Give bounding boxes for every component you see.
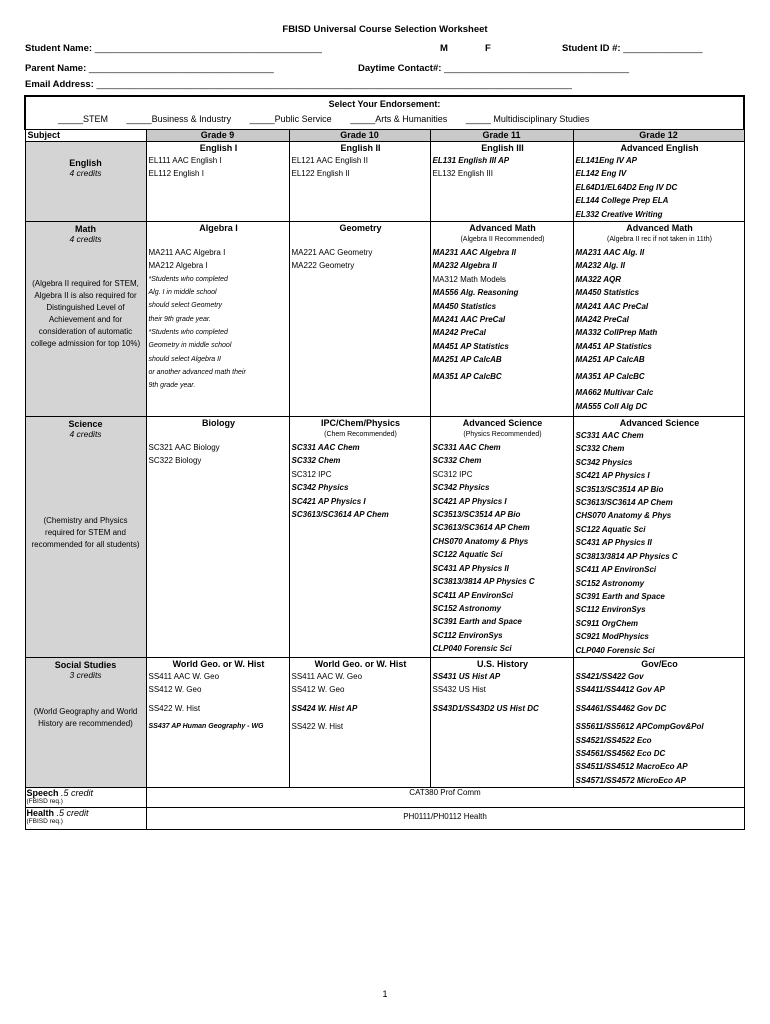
cell-heading: Algebra I — [199, 223, 238, 234]
course-option[interactable]: SC331 AAC Chem — [575, 431, 644, 441]
social-grade-12-cell — [573, 657, 744, 787]
course-option[interactable]: SC332 Chem — [432, 456, 482, 466]
course-option[interactable]: MA555 Coll Alg DC — [575, 401, 648, 411]
course-option[interactable]: MA242 PreCal — [575, 315, 629, 325]
math-grade-11-cell — [430, 222, 573, 417]
subject-credits: 4 credits — [69, 234, 102, 245]
course-option[interactable]: EL131 English III AP — [432, 156, 510, 165]
subject-math — [25, 222, 146, 417]
cell-subheading: (Physics Recommended) — [463, 431, 542, 439]
course-option[interactable]: SC431 AP Physics II — [575, 538, 652, 548]
course-option[interactable]: SC921 ModPhysics — [575, 632, 649, 642]
email-field[interactable] — [25, 79, 572, 90]
course-option[interactable]: SS432 US Hist — [432, 685, 486, 695]
course-option[interactable]: MA212 Algebra I — [148, 261, 208, 271]
subject-health — [25, 808, 146, 830]
note-line: 9th grade year. — [148, 382, 196, 390]
course-option[interactable]: MA222 Geometry — [291, 261, 355, 271]
course-option[interactable]: CAT380 Prof Comm — [409, 788, 481, 798]
course-option[interactable]: SC3813/3814 AP Physics C — [575, 551, 678, 561]
course-option[interactable]: SC122 Aquatic Sci — [432, 550, 503, 560]
social-grade-9-cell — [146, 657, 289, 787]
cell-heading: English III — [481, 143, 524, 153]
course-option[interactable]: SC152 Astronomy — [575, 578, 645, 588]
student-name-field[interactable] — [25, 43, 322, 54]
course-option[interactable]: MA451 AP Statistics — [432, 341, 509, 351]
course-option[interactable]: SS43D1/SS43D2 US Hist DC — [432, 703, 539, 713]
parent-name-label: Parent Name: — [25, 63, 87, 74]
page-number: 1 — [382, 989, 388, 999]
course-option[interactable]: MA322 AQR — [575, 274, 621, 284]
cell-heading: Advanced Math — [469, 223, 536, 234]
endorsement-option-multidisciplinary[interactable]: _____ Multidisciplinary Studies — [465, 114, 590, 124]
course-option[interactable]: SC421 AP Physics I — [432, 496, 507, 506]
subject-note: (Chemistry and Physics required for STEM and recommended for all students) — [31, 516, 140, 550]
daytime-contact-label: Daytime Contact#: — [358, 63, 442, 74]
student-name-line[interactable]: ___________________________________________ — [94, 43, 322, 54]
course-option[interactable]: SC312 IPC — [291, 469, 332, 479]
course-option[interactable]: MA232 Algebra II — [432, 261, 497, 271]
course-option[interactable]: SC331 AAC Chem — [432, 443, 501, 453]
note-line: their 9th grade year. — [148, 315, 211, 323]
social-studies-row — [25, 657, 744, 787]
course-option[interactable]: EL142 Eng IV — [575, 169, 627, 179]
cell-heading: Advanced Science — [462, 418, 543, 429]
subject-credits: 4 credits — [69, 429, 102, 440]
course-option[interactable]: SS411 AAC W. Geo — [291, 671, 363, 681]
course-option[interactable]: SC152 Astronomy — [432, 603, 502, 613]
course-option[interactable]: MA231 AAC Alg. II — [575, 248, 645, 258]
subject-name: Health — [26, 808, 55, 819]
cell-heading: English I — [199, 143, 238, 153]
course-option[interactable]: SC3613/SC3614 AP Chem — [291, 510, 389, 520]
course-option[interactable]: CHS070 Anatomy & Phys — [575, 511, 672, 521]
course-option[interactable]: MA450 Statistics — [432, 301, 497, 311]
course-option[interactable]: SS412 W. Geo — [148, 685, 202, 695]
math-grade-12-cell — [573, 222, 744, 417]
daytime-contact-field[interactable] — [358, 63, 629, 74]
course-option[interactable]: SS4411/SS4412 Gov AP — [575, 685, 665, 695]
cell-heading: World Geo. or W. Hist — [172, 658, 265, 669]
cell-heading: English II — [340, 143, 381, 153]
note-line: *Students who completed — [148, 329, 228, 337]
course-option[interactable]: SC112 EnvironSys — [432, 630, 503, 640]
course-option[interactable]: SS411 AAC W. Geo — [148, 671, 220, 681]
note-line: should select Geometry — [148, 302, 223, 310]
course-option[interactable]: MA251 AP CalcAB — [575, 355, 645, 365]
course-option[interactable]: SC312 IPC — [432, 469, 473, 479]
course-option[interactable]: EL121 AAC English II — [291, 156, 368, 165]
course-option[interactable]: SC3813/3814 AP Physics C — [432, 577, 535, 587]
note-line: should select Algebra II — [148, 355, 222, 363]
subject-note: (World Geography and World History are recommended) — [33, 706, 138, 728]
course-option[interactable]: SC3513/SC3514 AP Bio — [575, 484, 664, 494]
column-header-row — [25, 130, 744, 142]
column-header-grade-10: Grade 10 — [289, 130, 430, 142]
cell-subheading: (Algebra II Recommended) — [460, 236, 545, 244]
course-option[interactable]: MA232 Alg. II — [575, 261, 625, 271]
speech-row — [25, 788, 744, 808]
course-option[interactable]: SC332 Chem — [291, 456, 341, 466]
subject-credits: .5 credit — [61, 788, 94, 799]
course-option[interactable]: SS424 W. Hist AP — [291, 703, 358, 713]
course-option[interactable]: SS4461/SS4462 Gov DC — [575, 703, 667, 713]
course-option[interactable]: SC322 Biology — [148, 456, 202, 466]
cell-heading: Advanced Math — [626, 223, 693, 234]
english-grade-11-cell — [430, 142, 573, 222]
cell-heading: U.S. History — [476, 658, 528, 669]
english-row — [25, 142, 744, 222]
course-option[interactable]: SC332 Chem — [575, 444, 625, 454]
speech-course-cell — [146, 788, 744, 808]
course-option[interactable]: PH0111/PH0112 Health — [403, 812, 487, 822]
requirement-note: (FBISD req.) — [26, 798, 63, 806]
email-line[interactable]: __________________________________________________________________________________________ — [96, 79, 572, 90]
subject-credits: 4 credits — [69, 168, 102, 178]
science-row — [25, 417, 744, 658]
cell-heading: World Geo. or W. Hist — [314, 658, 407, 669]
course-option[interactable]: SC112 EnvironSys — [575, 605, 646, 615]
course-option[interactable]: MA451 AP Statistics — [575, 341, 652, 351]
course-option[interactable]: SS4571/SS4572 MicroEco AP — [575, 775, 686, 785]
course-option[interactable]: SC391 Earth and Space — [432, 617, 522, 627]
course-option[interactable]: MA251 AP CalcAB — [432, 355, 502, 365]
english-grade-12-cell — [573, 142, 744, 222]
social-grade-10-cell — [289, 657, 430, 787]
course-option[interactable]: EL132 English III — [432, 169, 493, 179]
cell-heading: Advanced Science — [619, 418, 700, 429]
subject-name: Math — [75, 224, 96, 235]
course-option[interactable]: SC911 OrgChem — [575, 618, 639, 628]
course-selection-table — [24, 95, 745, 830]
course-option[interactable]: SC321 AAC Biology — [148, 443, 220, 453]
course-option[interactable]: MA241 AAC PreCal — [575, 301, 649, 311]
course-option[interactable]: EL111 AAC English I — [148, 156, 222, 165]
course-option[interactable]: SS4511/SS4512 MacroEco AP — [575, 762, 688, 772]
subject-social-studies — [25, 657, 146, 787]
note-line: or another advanced math their — [148, 368, 246, 376]
course-option[interactable]: CLP040 Forensic Sci — [432, 644, 512, 654]
course-option[interactable]: SC342 Physics — [291, 483, 349, 493]
course-option[interactable]: SC421 AP Physics I — [575, 471, 650, 481]
course-option[interactable]: EL112 English I — [148, 169, 204, 179]
cell-heading: IPC/Chem/Physics — [320, 418, 401, 429]
science-grade-12-cell — [573, 417, 744, 658]
course-option[interactable]: SC391 Earth and Space — [575, 591, 665, 601]
cell-heading: Advanced English — [620, 143, 699, 153]
student-id-label: Student ID #: — [562, 43, 621, 54]
column-header-grade-11: Grade 11 — [430, 130, 573, 142]
student-id-line[interactable]: _______________ — [623, 43, 703, 54]
course-option[interactable]: SS431 US Hist AP — [432, 671, 501, 681]
math-grade-9-cell — [146, 222, 289, 417]
endorsement-option-business[interactable]: _____Business & Industry — [126, 114, 232, 124]
science-grade-11-cell — [430, 417, 573, 658]
note-line: *Students who completed — [148, 275, 228, 283]
subject-english — [25, 142, 146, 222]
subject-name: English — [69, 158, 102, 168]
course-option[interactable]: MA242 PreCal — [432, 328, 486, 338]
math-grade-10-cell — [289, 222, 430, 417]
endorsement-option-stem[interactable]: _____STEM — [58, 114, 109, 124]
course-option[interactable]: SC3613/SC3614 AP Chem — [575, 498, 673, 508]
subject-note: (Algebra II required for STEM, Algebra II is also required for Distinguished Level of Achievement and for consideration of automatic college admission for top 10%) — [30, 279, 141, 349]
parent-name-line[interactable]: ___________________________________ — [88, 63, 274, 74]
course-option[interactable]: EL141Eng IV AP — [575, 156, 637, 165]
course-option[interactable]: MA662 Multivar Calc — [575, 388, 654, 398]
course-option[interactable]: SC122 Aquatic Sci — [575, 524, 646, 534]
science-grade-9-cell — [146, 417, 289, 658]
course-option[interactable]: EL122 English II — [291, 169, 350, 179]
cell-heading: Biology — [202, 418, 235, 429]
subject-name: Speech — [26, 788, 59, 799]
course-option[interactable]: EL144 College Prep ELA — [575, 196, 669, 206]
endorsement-option-public-service[interactable]: _____Public Service — [249, 114, 332, 124]
subject-name: Science — [68, 419, 103, 430]
course-option[interactable]: CLP040 Forensic Sci — [575, 645, 655, 655]
parent-name-field[interactable] — [25, 63, 274, 74]
course-option[interactable]: SS421/SS422 Gov — [575, 671, 644, 681]
course-option[interactable]: SC411 AP EnvironSci — [432, 590, 514, 600]
course-option[interactable]: SS5611/SS5612 APCompGov&Pol — [575, 722, 704, 732]
course-option[interactable]: SC331 AAC Chem — [291, 443, 360, 453]
course-option[interactable]: MA211 AAC Algebra I — [148, 248, 226, 258]
course-option[interactable]: MA556 Alg. Reasoning — [432, 288, 519, 298]
course-option[interactable]: SS422 W. Hist — [291, 722, 344, 732]
student-id-field[interactable] — [562, 43, 703, 54]
course-option[interactable]: MA241 AAC PreCal — [432, 315, 506, 325]
course-option[interactable]: SC3513/SC3514 AP Bio — [432, 510, 521, 520]
cell-heading: Geometry — [339, 223, 382, 234]
course-option[interactable]: SC431 AP Physics II — [432, 563, 509, 573]
student-name-label: Student Name: — [25, 43, 93, 54]
document-title: FBISD Universal Course Selection Worksheet — [282, 24, 488, 35]
column-header-grade-9: Grade 9 — [146, 130, 289, 142]
requirement-note: (FBISD req.) — [26, 818, 63, 826]
course-option[interactable]: MA351 AP CalcBC — [575, 371, 645, 381]
course-option[interactable]: SS437 AP Human Geography - WG — [148, 723, 264, 731]
course-option[interactable]: SS412 W. Geo — [291, 685, 345, 695]
course-option[interactable]: MA231 AAC Algebra II — [432, 248, 516, 258]
endorsement-option-arts[interactable]: _____Arts & Humanities — [350, 114, 448, 124]
endorsement-title: Select Your Endorsement: — [328, 99, 441, 109]
health-course-cell — [146, 808, 744, 830]
course-option[interactable]: CHS070 Anatomy & Phys — [432, 536, 529, 546]
gender-f-option[interactable]: F — [485, 43, 491, 54]
cell-subheading: (Algebra II rec if not taken in 11th) — [607, 236, 712, 244]
email-label: Email Address: — [25, 79, 94, 90]
course-option[interactable]: MA351 AP CalcBC — [432, 371, 502, 381]
math-row — [25, 222, 744, 417]
course-option[interactable]: EL64D1/EL64D2 Eng IV DC — [575, 182, 678, 192]
english-grade-9-cell — [146, 142, 289, 222]
english-grade-10-cell — [289, 142, 430, 222]
column-header-subject: Subject — [25, 130, 146, 142]
subject-credits: 3 credits — [69, 669, 102, 680]
course-option[interactable]: MA312 Math Models — [432, 274, 506, 284]
course-option[interactable]: SC342 Physics — [432, 483, 490, 493]
social-grade-11-cell — [430, 657, 573, 787]
subject-speech — [25, 788, 146, 808]
course-option[interactable]: MA450 Statistics — [575, 288, 640, 298]
science-grade-10-cell — [289, 417, 430, 658]
endorsement-section — [25, 96, 744, 130]
health-row — [25, 808, 744, 830]
course-option[interactable]: SS4521/SS4522 Eco — [575, 735, 652, 745]
course-option[interactable]: SC411 AP EnvironSci — [575, 565, 657, 575]
column-header-grade-12: Grade 12 — [573, 130, 744, 142]
daytime-contact-line[interactable]: ___________________________________ — [444, 63, 629, 74]
cell-heading: Gov/Eco — [641, 658, 678, 669]
subject-name: Social Studies — [54, 659, 117, 670]
subject-credits: .5 credit — [56, 808, 89, 819]
course-option[interactable]: MA332 CollPrep Math — [575, 328, 658, 338]
course-option[interactable]: MA221 AAC Geometry — [291, 248, 373, 258]
note-line: Alg. I in middle school — [148, 289, 217, 297]
course-option[interactable]: SC342 Physics — [575, 457, 633, 467]
gender-m-option[interactable]: M — [440, 43, 448, 54]
cell-subheading: (Chem Recommended) — [324, 431, 397, 439]
course-option[interactable]: SS4561/SS4562 Eco DC — [575, 748, 666, 758]
course-option[interactable]: SS422 W. Hist — [148, 703, 201, 713]
course-option[interactable]: SC3613/SC3614 AP Chem — [432, 523, 530, 533]
course-option[interactable]: SC421 AP Physics I — [291, 496, 366, 506]
note-line: Geometry in middle school — [148, 342, 232, 350]
subject-science — [25, 417, 146, 658]
course-option[interactable]: EL332 Creative Writing — [575, 209, 663, 219]
